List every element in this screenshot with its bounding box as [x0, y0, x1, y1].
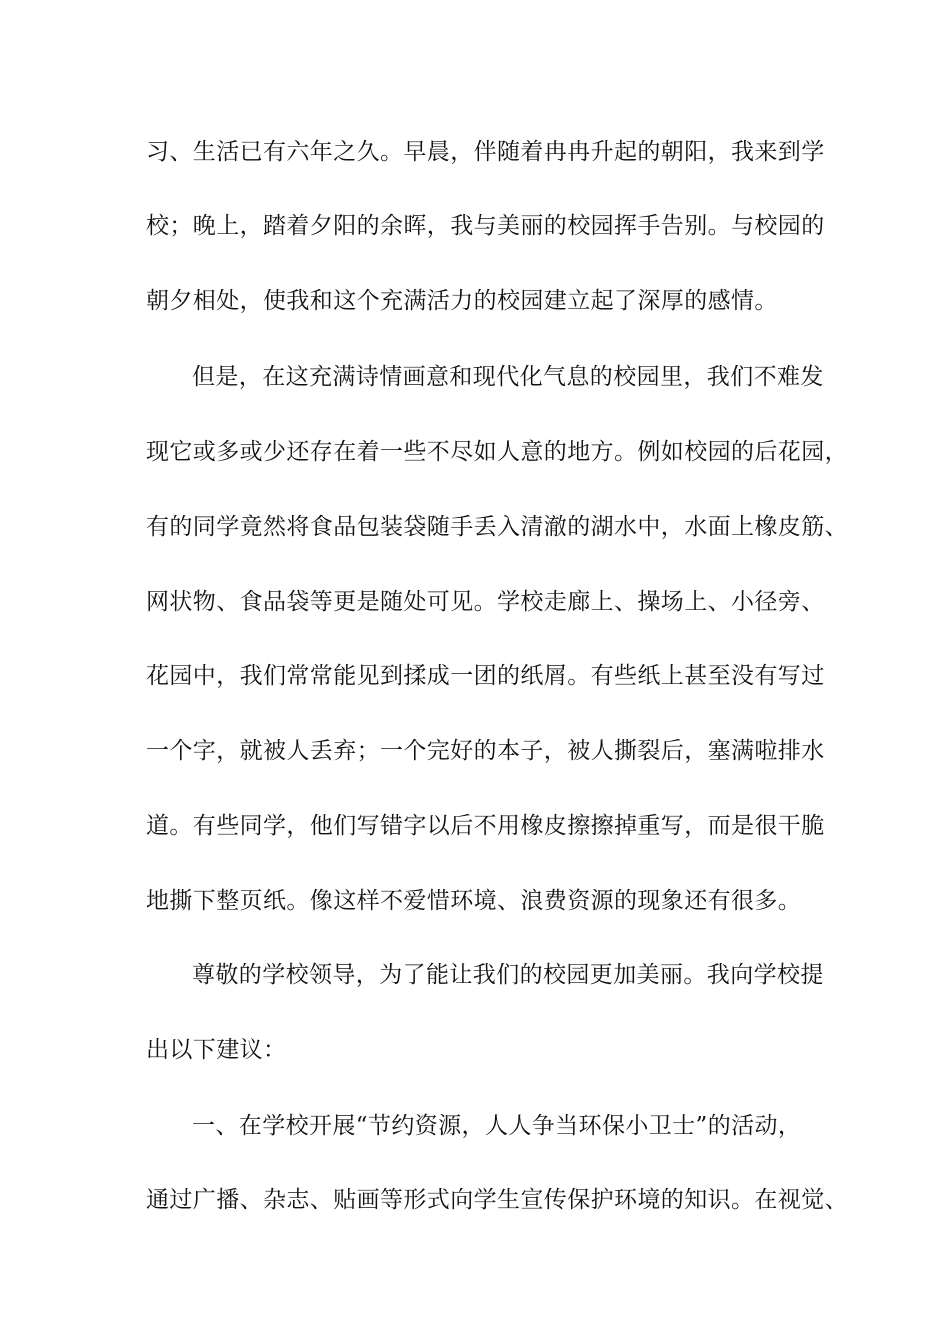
text-line: 现它或多或少还存在着一些不尽如人意的地方。例如校园的后花园，: [146, 439, 848, 465]
text-line: 朝夕相处，使我和这个充满活力的校园建立起了深厚的感情。: [146, 288, 778, 314]
text-line: 通过广播、杂志、贴画等形式向学生宣传保护环境的知识。在视觉、: [146, 1187, 848, 1213]
text-line: 校；晚上，踏着夕阳的余晖，我与美丽的校园挥手告别。与校园的: [146, 213, 825, 239]
text-line: 网状物、食品袋等更是随处可见。学校走廊上、操场上、小径旁、: [146, 589, 825, 615]
paragraph-first-line: 一、在学校开展“节约资源，人人争当环保小卫士”的活动，: [192, 1113, 802, 1139]
text-line: 一个字，就被人丢弃；一个完好的本子，被人撕裂后，塞满啦排水: [146, 738, 825, 764]
text-line: 道。有些同学，他们写错字以后不用橡皮擦擦掉重写，而是很干脆: [146, 813, 825, 839]
text-line: 地撕下整页纸。像这样不爱惜环境、浪费资源的现象还有很多。: [146, 888, 802, 914]
text-line: 花园中，我们常常能见到揉成一团的纸屑。有些纸上甚至没有写过: [146, 663, 825, 689]
text-line: 有的同学竟然将食品包装袋随手丢入清澈的湖水中，水面上橡皮筋、: [146, 514, 848, 540]
text-line: 出以下建议：: [146, 1037, 287, 1063]
text-line: 习、生活已有六年之久。早晨，伴随着冉冉升起的朝阳，我来到学: [146, 139, 825, 165]
paragraph-first-line: 但是，在这充满诗情画意和现代化气息的校园里，我们不难发: [192, 364, 824, 390]
paragraph-first-line: 尊敬的学校领导，为了能让我们的校园更加美丽。我向学校提: [192, 962, 824, 988]
